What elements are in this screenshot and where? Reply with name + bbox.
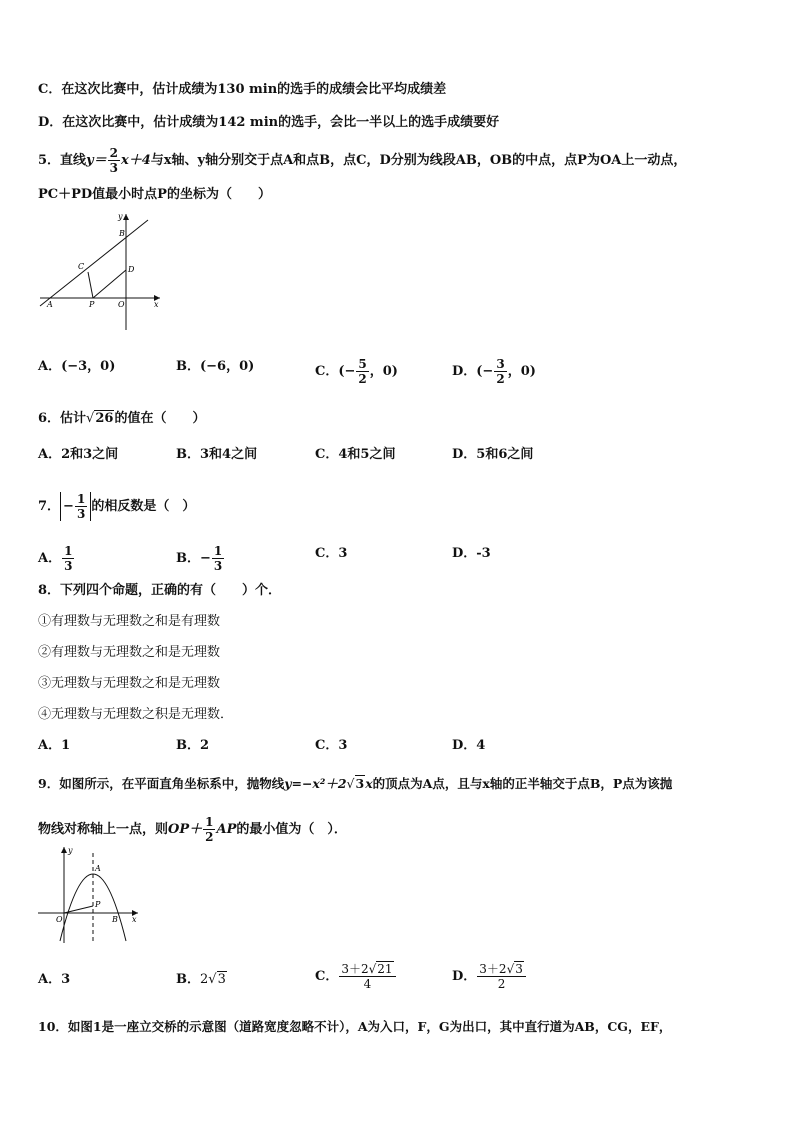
q8-option-b: B．2: [176, 738, 210, 753]
q9-option-d: D． $\frac{3+2√3}{2}$: [452, 962, 527, 991]
q6-option-a: A．2和3之间: [38, 447, 119, 462]
q5-label-b: B: [119, 229, 125, 238]
q5-option-c: C．(− $\frac{5}{2}$ ，0): [315, 357, 398, 386]
q9-option-c: C． $\frac{3+2√21}{4}$: [315, 962, 397, 991]
q9-label-x: x: [132, 915, 137, 924]
q9-figure: [36, 843, 146, 948]
q5-option-a: A．(−3，0): [38, 359, 116, 374]
q9-y-arrow: [61, 847, 67, 853]
q5-eq-rest: x＋4: [120, 153, 151, 168]
q5-stem-line2: PC＋PD值最小时点P的坐标为（ ）: [38, 187, 271, 202]
q8-item-1: ①有理数与无理数之和是有理数: [38, 614, 221, 629]
q9-label-p: P: [95, 900, 101, 909]
q8-stem: 8．下列四个命题，正确的有（ ）个．: [38, 583, 282, 598]
q7-option-a: A． $\frac{1}{3}$: [38, 544, 73, 573]
q5-option-d: D．(− $\frac{3}{2}$ ，0): [452, 357, 536, 386]
q5-label-x: x: [154, 300, 159, 309]
q8-option-c: C．3: [315, 738, 348, 753]
q5-option-b: B．(−6，0): [176, 359, 255, 374]
q9-option-a: A．3: [38, 972, 71, 987]
q4-option-c: C．在这次比赛中，估计成绩为130 min的选手的成绩会比平均成绩差: [38, 82, 447, 97]
q7-option-c: C．3: [315, 546, 348, 561]
q8-option-a: A．1: [38, 738, 71, 753]
q7-abs-value: − $\frac{1}{3}$: [60, 492, 91, 521]
q5-label-a: A: [47, 300, 53, 309]
q9-label-o: O: [56, 915, 63, 924]
q8-option-d: D．4: [452, 738, 486, 753]
q5-y-arrow: [123, 214, 129, 220]
q6-option-b: B．3和4之间: [176, 447, 258, 462]
q9-label-a: A: [95, 864, 101, 873]
q5-stem-line1: [38, 146, 686, 175]
q5-segment-pc: [88, 272, 93, 298]
q4-option-d: D．在这次比赛中，估计成绩为142 min的选手，会比一半以上的选手成绩要好: [38, 115, 500, 130]
q5-line-ab: [40, 220, 148, 306]
q5-label-p: P: [89, 300, 95, 309]
q5-number: 5．: [38, 153, 61, 168]
q9-segment-op: [64, 906, 93, 913]
q5-text-a: 直线: [60, 153, 87, 168]
q5-figure: [36, 210, 166, 335]
q5-text-b: 与x轴、y轴分别交于点A和点B，点C，D分别为线段AB，OB的中点，点P为OA上一动点，: [150, 153, 687, 168]
q5-segment-pd: [93, 270, 126, 298]
q5-eq-y: y＝: [86, 153, 107, 168]
q8-item-2: ②有理数与无理数之和是无理数: [38, 645, 221, 660]
q6-stem: 6．估计√26的值在（ ）: [38, 411, 206, 426]
q8-item-4: ④无理数与无理数之积是无理数．: [38, 707, 234, 722]
q9-option-b: B．2√3: [176, 972, 226, 987]
q7-option-d: D．-3: [452, 546, 491, 561]
q9-label-y: y: [68, 846, 73, 855]
q5-label-c: C: [78, 262, 85, 271]
q5-label-o: O: [118, 300, 125, 309]
q7-stem: 7． − $\frac{1}{3}$ 的相反数是（ ）: [38, 492, 196, 521]
q9-stem-line2: 物线对称轴上一点，则OP＋ $\frac{1}{2}$ AP的最小值为（ ）．: [38, 815, 347, 844]
q6-option-c: C．4和5之间: [315, 447, 396, 462]
q5-label-d: D: [128, 265, 135, 274]
q6-option-d: D．5和6之间: [452, 447, 534, 462]
q5-fraction: $\frac{2}{3}$: [109, 146, 118, 175]
q10-stem-line1: 10．如图1是一座立交桥的示意图（道路宽度忽略不计），A为入口，F，G为出口，其中直行道为AB，CG，EF，: [38, 1019, 672, 1034]
q6-radicand: 26: [95, 411, 114, 426]
q8-item-3: ③无理数与无理数之和是无理数: [38, 676, 221, 691]
q7-option-b: B．− $\frac{1}{3}$: [176, 544, 223, 573]
q9-stem-line1: 9．如图所示，在平面直角坐标系中，抛物线y=−x²＋2√3x的顶点为A点，且与x轴的正半轴交于点B，P点为该抛: [38, 776, 673, 791]
q5-label-y: y: [118, 212, 123, 221]
q9-label-b: B: [112, 915, 118, 924]
